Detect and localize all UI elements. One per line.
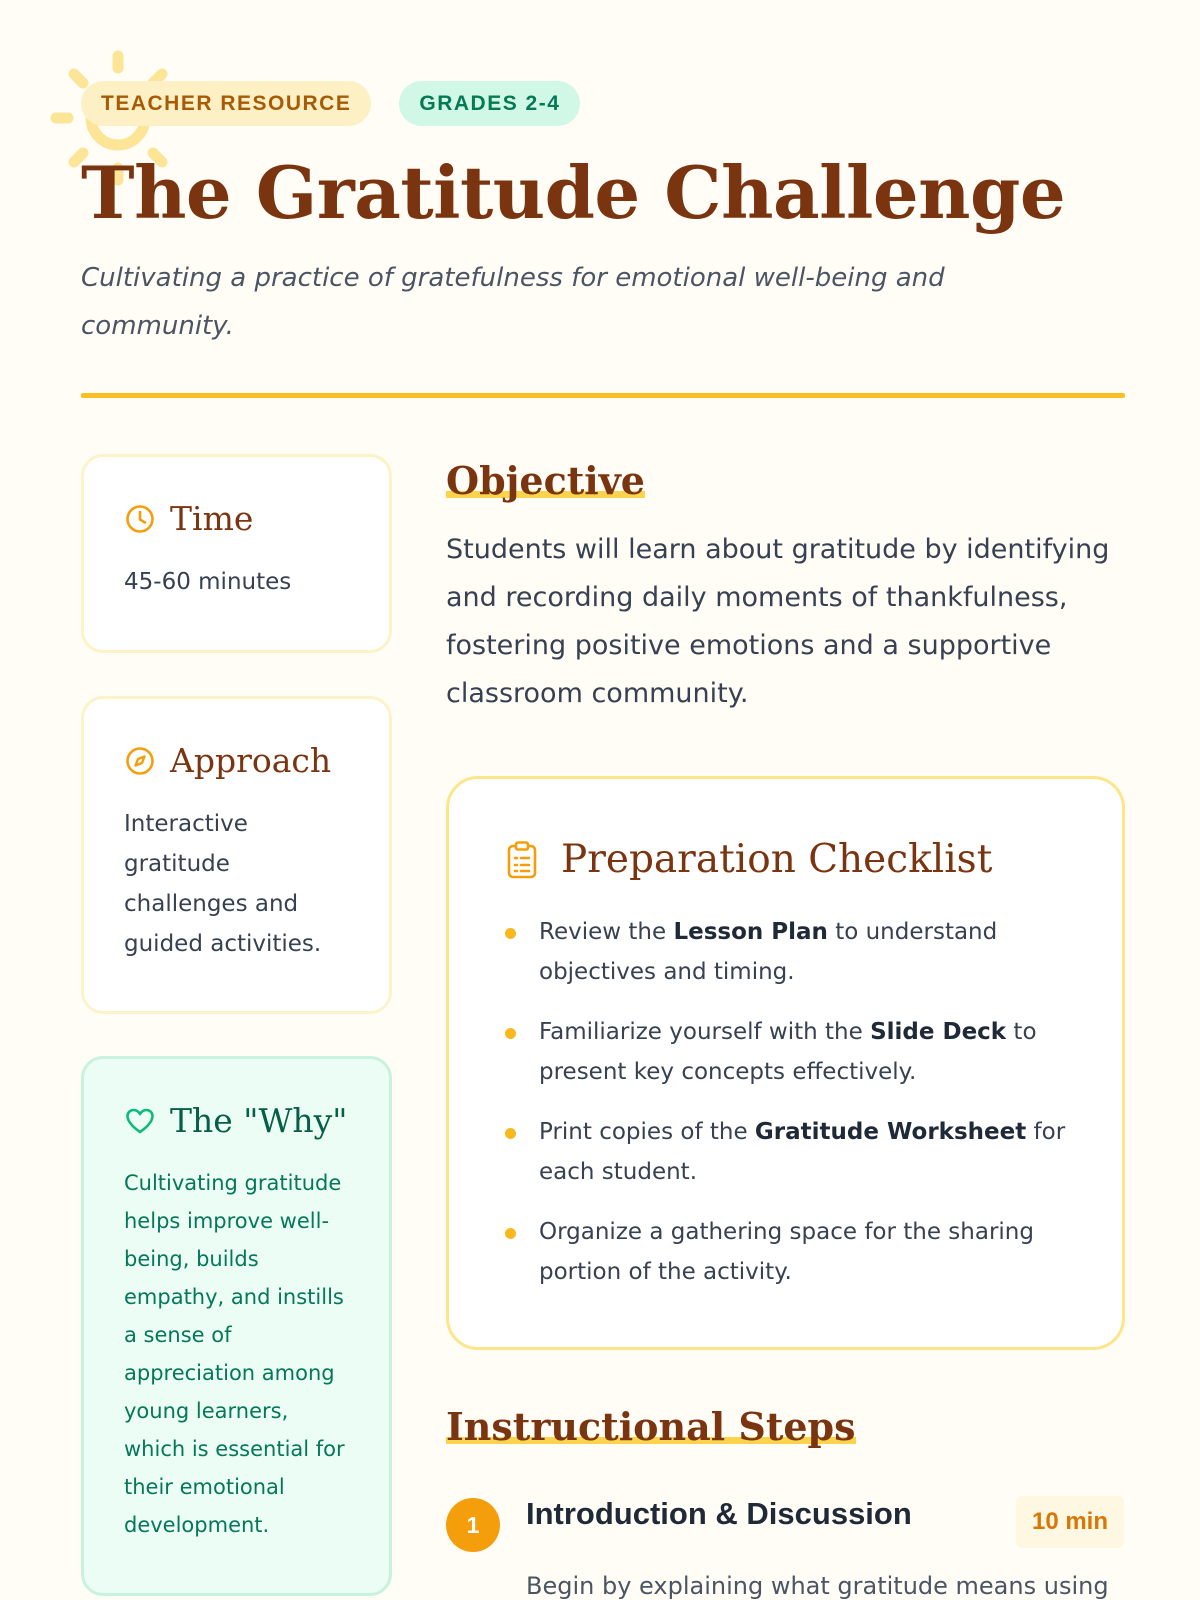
time-card-text: 45-60 minutes bbox=[124, 569, 292, 595]
approach-card-text: Interactive gratitude challenges and guided activities. bbox=[124, 811, 322, 957]
why-card-title: The "Why" bbox=[170, 1101, 348, 1140]
checklist-item bbox=[505, 1112, 1082, 1192]
why-card-header bbox=[124, 1101, 359, 1140]
instructional-steps-heading: Instructional Steps bbox=[446, 1404, 856, 1449]
approach-card-header bbox=[124, 741, 359, 780]
teacher-resource-tag: TEACHER RESOURCE bbox=[81, 81, 371, 126]
clipboard-icon bbox=[505, 840, 539, 880]
step-duration-badge: 10 min bbox=[1016, 1496, 1124, 1548]
checklist-item-text: Review the bbox=[539, 919, 674, 945]
checklist-item-bold: Gratitude Worksheet bbox=[754, 1119, 1027, 1145]
why-card-text: Cultivating gratitude helps improve well-being, builds empathy, and instills a sense of appreciation among young learners, which is essential for their emotional development. bbox=[124, 1171, 345, 1537]
checklist-title: Preparation Checklist bbox=[561, 837, 993, 882]
checklist-item bbox=[505, 1012, 1082, 1092]
checklist-item bbox=[505, 912, 1082, 992]
objective-heading: Objective bbox=[446, 458, 645, 503]
why-card bbox=[81, 1056, 392, 1596]
checklist-items bbox=[505, 912, 1082, 1292]
compass-icon bbox=[124, 745, 156, 777]
time-card bbox=[81, 454, 392, 653]
page-title: The Gratitude Challenge bbox=[81, 150, 1066, 235]
objective-text: Students will learn about gratitude by identifying and recording daily moments of thankfulness, fostering positive emotions and a supportive classroom community. bbox=[446, 534, 1110, 709]
checklist-item-text: for each student. bbox=[539, 1119, 1066, 1185]
time-card-title: Time bbox=[170, 499, 254, 538]
grades-tag: GRADES 2-4 bbox=[399, 81, 580, 126]
header-divider bbox=[81, 393, 1125, 398]
checklist-item-text: Print copies of the bbox=[539, 1119, 755, 1145]
checklist-header bbox=[505, 837, 1082, 882]
step-description: Begin by explaining what gratitude means using bbox=[526, 1572, 1109, 1600]
step-title: Introduction & Discussion bbox=[526, 1496, 912, 1531]
tag-row bbox=[81, 81, 580, 126]
checklist-item-bold: Slide Deck bbox=[870, 1019, 1007, 1045]
checklist-item bbox=[505, 1212, 1082, 1292]
checklist-item-text: Organize a gathering space for the sharing portion of the activity. bbox=[539, 1219, 1034, 1285]
checklist-item-bold: Lesson Plan bbox=[673, 919, 828, 945]
checklist-item-text: to present key concepts effectively. bbox=[539, 1019, 1037, 1085]
time-card-header bbox=[124, 499, 359, 538]
approach-card-title: Approach bbox=[170, 741, 332, 780]
step-number-badge: 1 bbox=[446, 1498, 500, 1552]
step-item bbox=[446, 1496, 1126, 1600]
checklist-item-text: to understand objectives and timing. bbox=[539, 919, 998, 985]
approach-card bbox=[81, 696, 392, 1014]
page-subtitle: Cultivating a practice of gratefulness for emotional well-being and community. bbox=[81, 263, 945, 341]
clock-icon bbox=[124, 503, 156, 535]
heart-icon bbox=[124, 1105, 156, 1137]
preparation-checklist-card bbox=[446, 776, 1125, 1350]
checklist-item-text: Familiarize yourself with the bbox=[539, 1019, 871, 1045]
